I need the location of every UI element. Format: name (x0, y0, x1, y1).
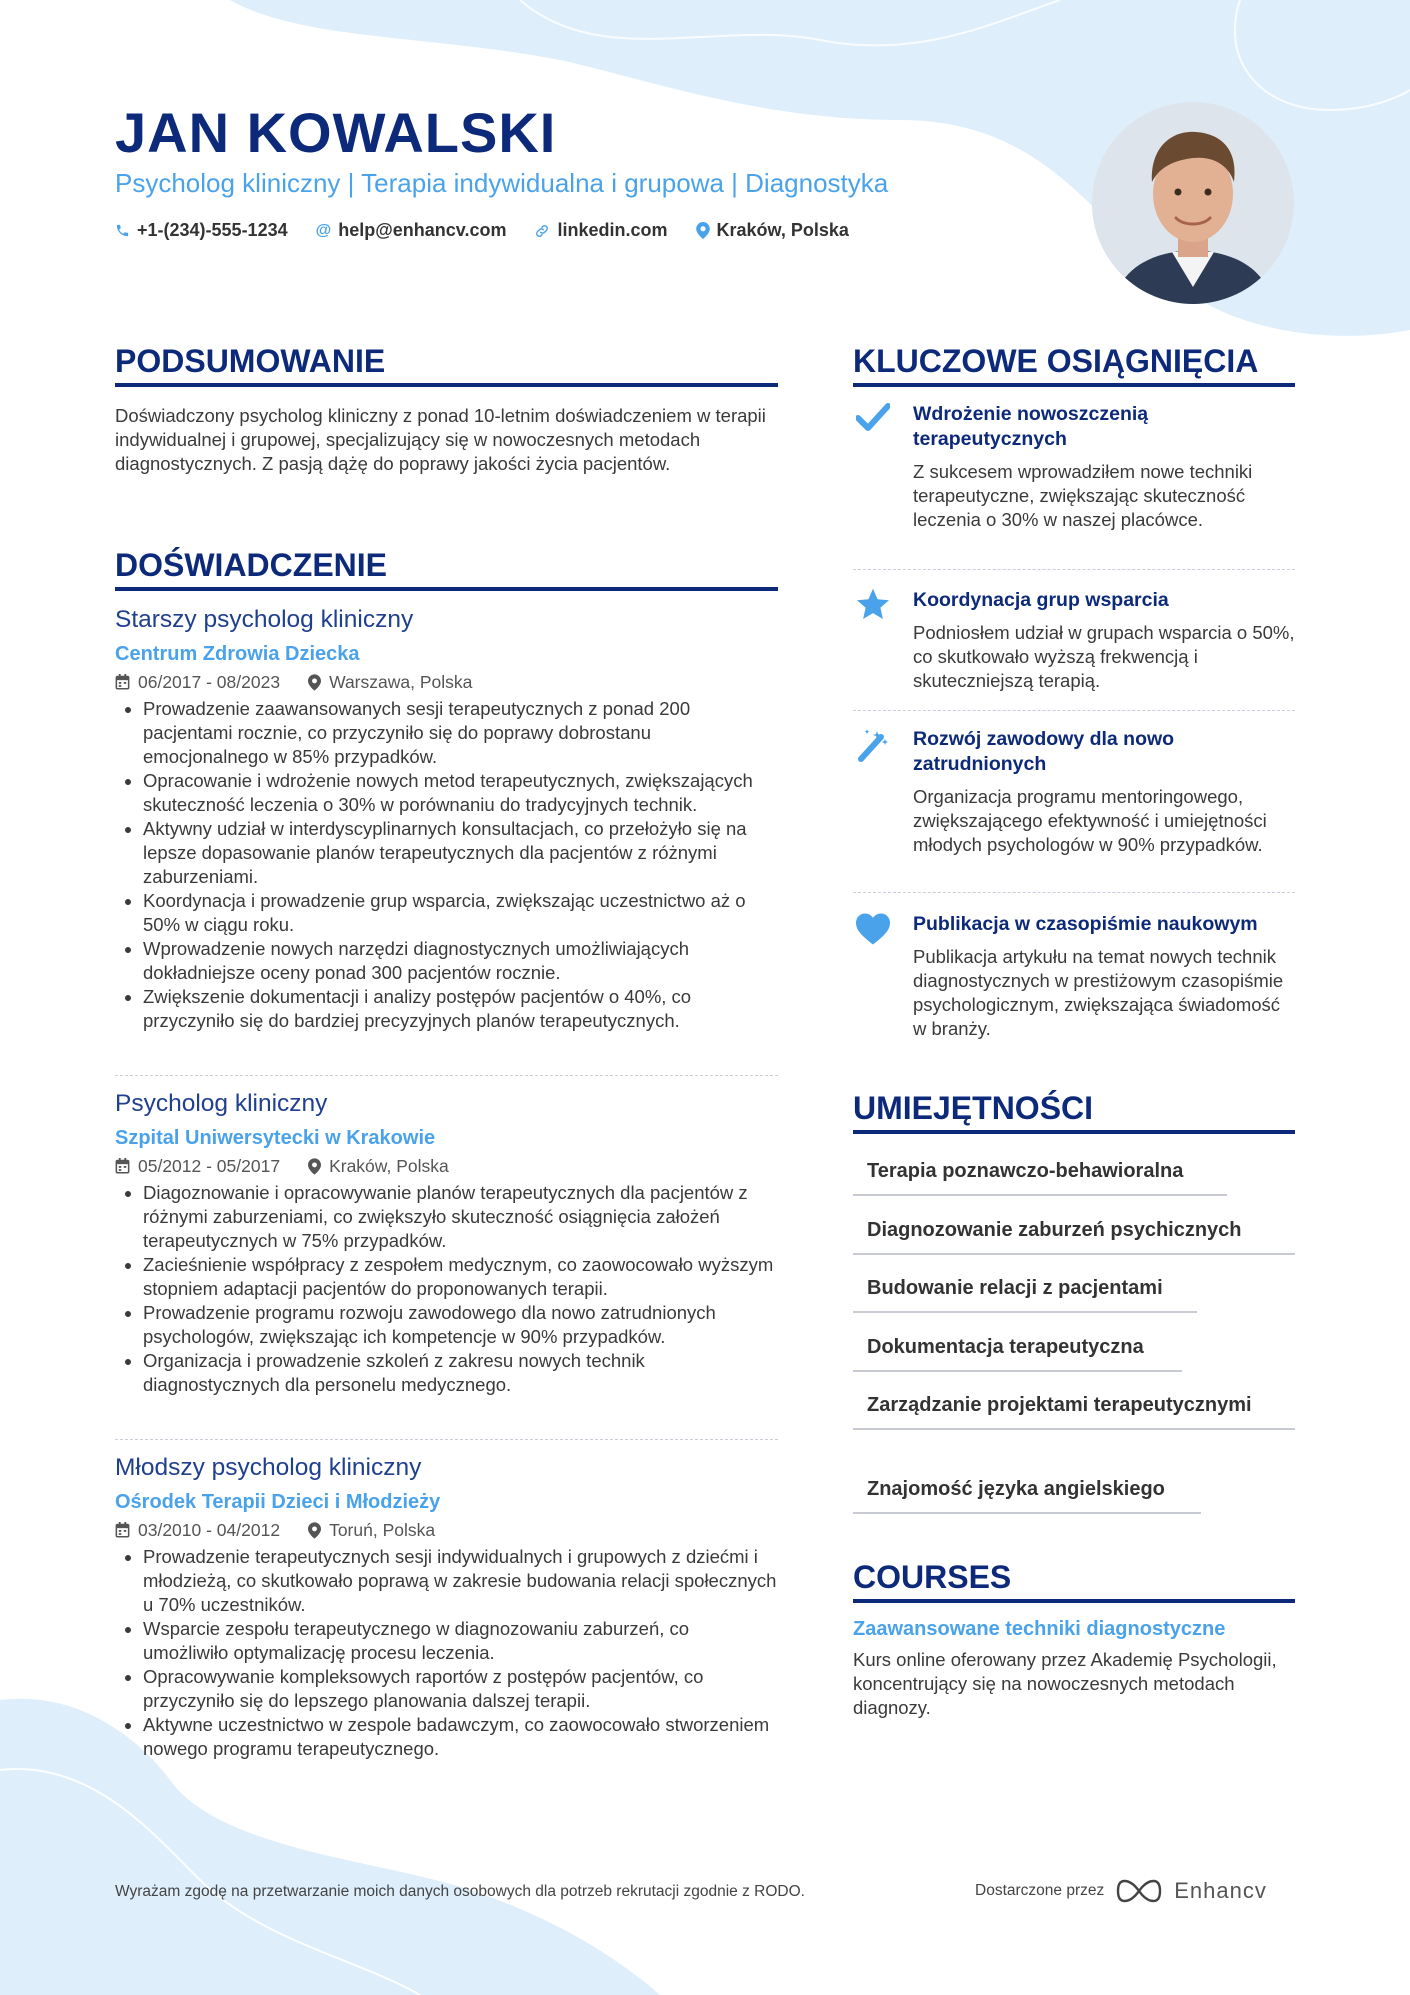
divider (853, 710, 1295, 711)
experience-item (115, 1089, 778, 1397)
job-meta (115, 1519, 778, 1541)
skills-rule (853, 1130, 1295, 1134)
location-text: Toruń, Polska (329, 1520, 436, 1540)
bullet: • Wprowadzenie nowych narzędzi diagnostycznych umożliwiających dokładniejsze oceny ponad 300 pacjentów rocznie. (143, 937, 778, 985)
calendar-icon (115, 674, 130, 690)
divider (853, 892, 1295, 893)
phone-icon (115, 223, 130, 238)
job-company: Centrum Zdrowia Dziecka (115, 643, 360, 665)
achievements-rule (853, 383, 1295, 387)
bullet: • Prowadzenie terapeutycznych sesji indywidualnych i grupowych z dziećmi i młodzieżą, co skutkowało poprawą w zakresie budowania relacji społecznych u 70% uczestników. (143, 1545, 778, 1617)
course-title: Zaawansowane techniki diagnostyczne (853, 1618, 1226, 1640)
brand-name: Enhancv (1174, 1878, 1267, 1903)
summary-text: Doświadczony psycholog kliniczny z ponad 10-letnim doświadczeniem w terapii indywidualnej i grupowej, specjalizujący się w nowoczesnych metodach diagnostycznych. Z pasją dążę do poprawy jakości życia pacjentów. (115, 405, 766, 474)
achievement-title: Koordynacja grup wsparcia (913, 589, 1169, 611)
skill-chip: Terapia poznawczo-behawioralna (853, 1158, 1227, 1196)
bullet: • Aktywny udział w interdyscyplinarnych konsultacjach, co przełożyło się na lepsze dopasowanie planów terapeutycznych dla pacjentów z różnymi zaburzeniami. (143, 817, 778, 889)
contact-phone[interactable] (115, 220, 288, 241)
checkmark-icon (853, 402, 893, 442)
summary-rule (115, 383, 778, 387)
contact-text: linkedin.com (557, 220, 668, 240)
divider (115, 1075, 778, 1076)
dates-text: 05/2012 - 05/2017 (138, 1156, 281, 1176)
location-icon (308, 674, 321, 691)
achievement-item (853, 588, 1295, 693)
star-icon (853, 588, 893, 628)
bullet: • Diagoznowanie i opracowywanie planów terapeutycznych dla pacjentów z różnymi zaburzeniami, co zwiększyło skuteczność osiągnięcia założeń terapeutycznych w 75% przypadków. (143, 1181, 778, 1253)
skills-title: UMIEJĘTNOŚCI (853, 1090, 1094, 1126)
skill-chip: Znajomość języka angielskiego (853, 1476, 1201, 1514)
job-dates (115, 671, 280, 693)
achievement-desc: Publikacja artykułu na temat nowych technik diagnostycznych w prestiżowym czasopiśmie psychologicznym, zwiększająca świadomość w branży. (913, 946, 1284, 1039)
skill-chip: Dokumentacja terapeutyczna (853, 1334, 1182, 1372)
job-meta (115, 1155, 778, 1177)
location-text: Kraków, Polska (329, 1156, 449, 1176)
skill-chip: Zarządzanie projektami terapeutycznymi (853, 1392, 1295, 1430)
achievement-item (853, 727, 1295, 857)
powered-by[interactable] (975, 1878, 1267, 1904)
divider (853, 569, 1295, 570)
achievement-title: Publikacja w czasopiśmie naukowym (913, 913, 1258, 935)
bullet: • Prowadzenie programu rozwoju zawodowego dla nowo zatrudnionych psychologów, zwiększając ich kompetencje w 90% przypadków. (143, 1301, 778, 1349)
contact-text: Kraków, Polska (716, 220, 849, 240)
location-icon (308, 1158, 321, 1175)
contact-text: help@enhancv.com (338, 220, 507, 240)
job-dates (115, 1519, 280, 1541)
contact-bar (115, 220, 849, 241)
divider (115, 1439, 778, 1440)
bullet: • Opracowywanie kompleksowych raportów z postępów pacjentów, co przyczyniło się do lepszego planowania dalszej terapii. (143, 1665, 778, 1713)
bullet: • Prowadzenie zaawansowanych sesji terapeutycznych z ponad 200 pacjentami rocznie, co przyczyniło się do poprawy dobrostanu emocjonalnego w 85% przypadków. (143, 697, 778, 769)
job-location (308, 1155, 449, 1177)
profile-photo (1092, 102, 1294, 304)
gdpr-consent: Wyrażam zgodę na przetwarzanie moich danych osobowych dla potrzeb rekrutacji zgodnie z RODO. (115, 1883, 805, 1900)
job-bullets (115, 1181, 778, 1397)
job-role: Psycholog kliniczny (115, 1090, 328, 1117)
achievement-desc: Organizacja programu mentoringowego, zwiększającego efektywność i umiejętności młodych psychologów w 90% przypadków. (913, 786, 1267, 855)
link-icon (534, 223, 550, 239)
job-company: Ośrodek Terapii Dzieci i Młodzieży (115, 1491, 441, 1513)
calendar-icon (115, 1158, 130, 1174)
job-company: Szpital Uniwersytecki w Krakowie (115, 1127, 436, 1149)
achievement-item (853, 912, 1295, 1041)
achievements-title: KLUCZOWE OSIĄGNIĘCIA (853, 343, 1259, 379)
skill-chip: Budowanie relacji z pacjentami (853, 1275, 1197, 1313)
bullet: • Aktywne uczestnictwo w zespole badawczym, co zaowocowało stworzeniem nowego programu terapeutycznego. (143, 1713, 778, 1761)
achievement-desc: Z sukcesem wprowadziłem nowe techniki terapeutyczne, zwiększając skuteczność leczenia o 30% w naszej placówce. (913, 461, 1253, 530)
course-desc: Kurs online oferowany przez Akademię Psychologii, koncentrujący się na nowoczesnych metodach diagnozy. (853, 1649, 1277, 1718)
dates-text: 06/2017 - 08/2023 (138, 672, 281, 692)
job-role: Starszy psycholog kliniczny (115, 606, 414, 633)
dates-text: 03/2010 - 04/2012 (138, 1520, 281, 1540)
job-bullets (115, 697, 778, 1033)
contact-text: +1-(234)-555-1234 (137, 220, 288, 240)
contact-location (696, 220, 849, 241)
achievement-desc: Podniosłem udział w grupach wsparcia o 50%, co skutkowało wyższą frekwencją i skuteczniejszą terapią. (913, 622, 1295, 691)
experience-item (115, 1453, 778, 1761)
summary-title: PODSUMOWANIE (115, 343, 386, 379)
experience-title: DOŚWIADCZENIE (115, 547, 387, 583)
candidate-name: JAN KOWALSKI (115, 101, 557, 164)
achievement-item (853, 402, 1295, 532)
job-location (308, 1519, 435, 1541)
experience-item (115, 605, 778, 1033)
enhancv-logo-icon (1116, 1878, 1162, 1904)
at-icon: @ (315, 221, 332, 239)
bullet: • Opracowanie i wdrożenie nowych metod terapeutycznych, zwiększających skuteczność leczenia o 30% w porównaniu do tradycyjnych technik. (143, 769, 778, 817)
bullet: • Wsparcie zespołu terapeutycznego w diagnozowaniu zaburzeń, co umożliwiło optymalizację procesu leczenia. (143, 1617, 778, 1665)
bullet: • Zwiększenie dokumentacji i analizy postępów pacjentów o 40%, co przyczyniło się do bardziej precyzyjnych planów terapeutycznych. (143, 985, 778, 1033)
bullet: • Zacieśnienie współpracy z zespołem medycznym, co zaowocowało wyższym stopniem adaptacji pacjentów do proponowanych terapii. (143, 1253, 778, 1301)
bullet: • Organizacja i prowadzenie szkoleń z zakresu nowych technik diagnostycznych dla personelu medycznego. (143, 1349, 778, 1397)
headline: Psycholog kliniczny | Terapia indywidualna i grupowa | Diagnostyka (115, 168, 889, 198)
achievement-title: Rozwój zawodowy dla nowo zatrudnionych (913, 728, 1175, 775)
achievement-title: Wdrożenie nowoszczenią terapeutycznych (913, 403, 1149, 450)
job-meta (115, 671, 778, 693)
calendar-icon (115, 1522, 130, 1538)
courses-title: COURSES (853, 1559, 1012, 1595)
job-location (308, 671, 472, 693)
skill-chip: Diagnozowanie zaburzeń psychicznych (853, 1217, 1295, 1255)
contact-linkedin[interactable] (534, 220, 667, 241)
bullet: • Koordynacja i prowadzenie grup wsparcia, zwiększając uczestnictwo aż o 50% w ciągu roku. (143, 889, 778, 937)
courses-rule (853, 1599, 1295, 1603)
experience-rule (115, 587, 778, 591)
location-icon (696, 222, 710, 239)
heart-icon (853, 912, 893, 952)
contact-email[interactable] (316, 220, 507, 241)
job-bullets (115, 1545, 778, 1761)
location-icon (308, 1522, 321, 1539)
job-dates (115, 1155, 280, 1177)
magic-wand-icon (853, 727, 893, 767)
job-role: Młodszy psycholog kliniczny (115, 1454, 422, 1481)
location-text: Warszawa, Polska (329, 672, 473, 692)
powered-by-text: Dostarczone przez (975, 1882, 1105, 1899)
